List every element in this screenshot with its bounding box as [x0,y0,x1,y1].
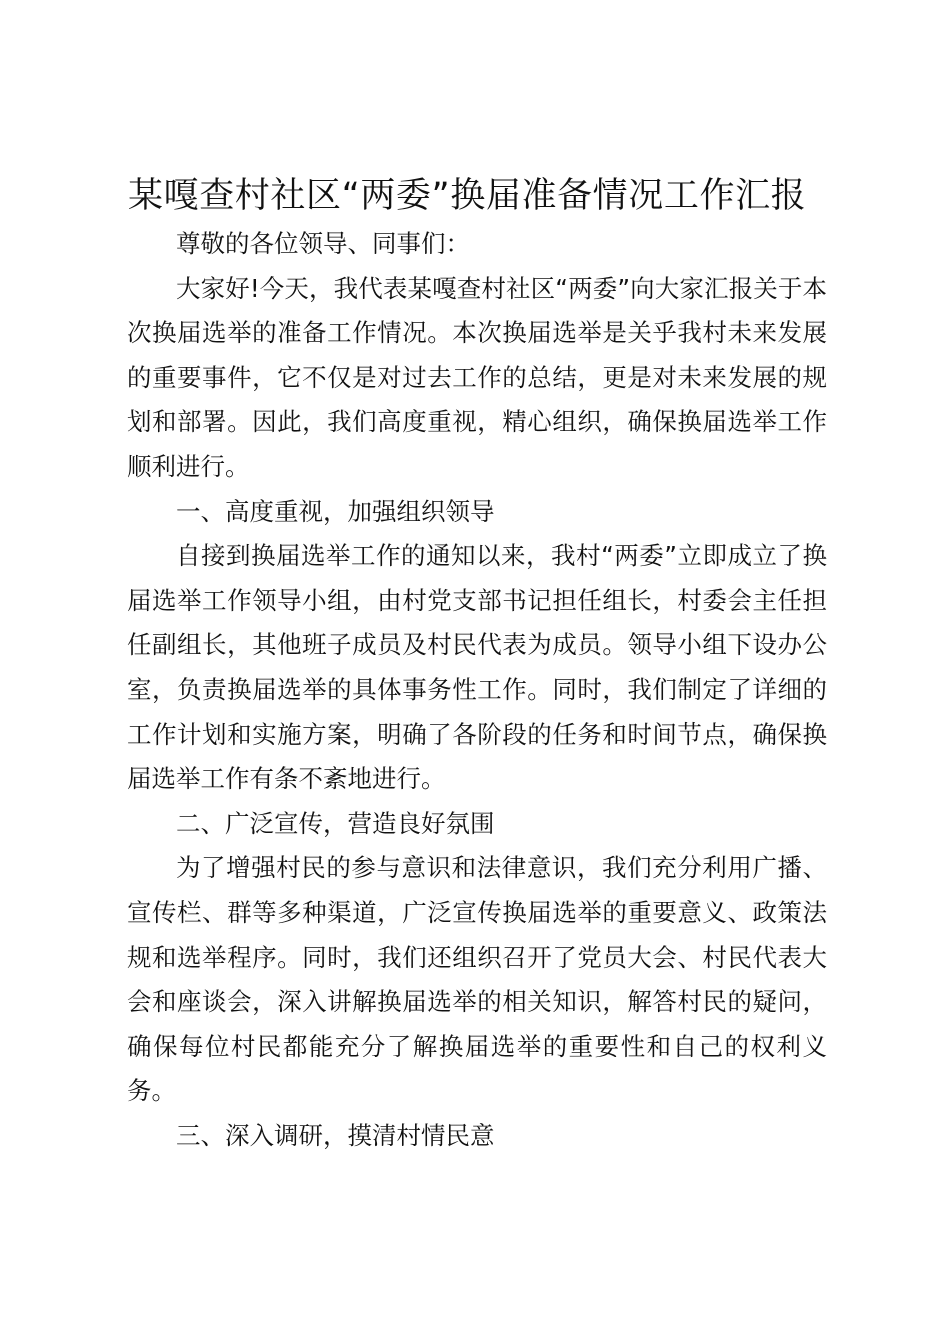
intro-paragraph: 大家好!今天，我代表某嘎查村社区“两委”向大家汇报关于本次换届选举的准备工作情况。本次换届选举是关乎我村未来发展的重要事件，它不仅是对过去工作的总结，更是对未来发展的规划和部署。因此，我们高度重视，精心组织，确保换届选举工作顺利进行。 [127,273,827,481]
section-paragraph-1: 自接到换届选举工作的通知以来，我村“两委”立即成立了换届选举工作领导小组，由村党支部书记担任组长，村委会主任担任副组长，其他班子成员及村民代表为成员。领导小组下设办公室，负责换届选举的具体事务性工作。同时，我们制定了详细的工作计划和实施方案，明确了各阶段的任务和时间节点，确保换届选举工作有条不紊地进行。 [127,541,827,794]
section-heading-1: 一、高度重视，加强组织领导 [176,496,495,526]
section-paragraph-2: 为了增强村民的参与意识和法律意识，我们充分利用广播、宣传栏、群等多种渠道，广泛宣传换届选举的重要意义、政策法规和选举程序。同时，我们还组织召开了党员大会、村民代表大会和座谈会，深入讲解换届选举的相关知识，解答村民的疑问，确保每位村民都能充分了解换届选举的重要性和自己的权利义务。 [127,853,827,1106]
document-title: 某嘎查村社区“两委”换届准备情况工作汇报 [128,176,807,216]
section-heading-2: 二、广泛宣传，营造良好氛围 [176,808,495,838]
greeting: 尊敬的各位领导、同事们： [176,229,470,258]
section-heading-3: 三、深入调研，摸清村情民意 [176,1120,495,1150]
document-body [127,222,827,1158]
